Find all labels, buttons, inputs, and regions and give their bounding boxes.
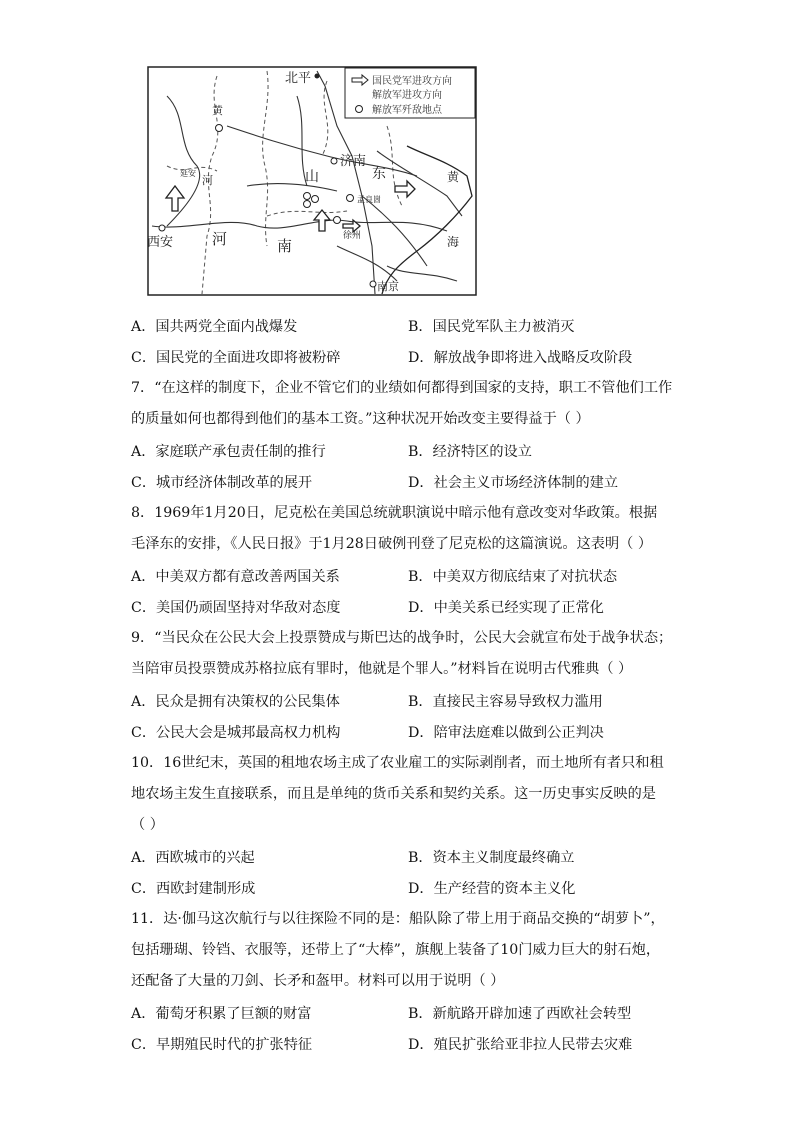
- q11-option-a[interactable]: A．葡萄牙积累了巨额的财富: [131, 1006, 312, 1022]
- q7-option-b[interactable]: B．经济特区的设立: [408, 444, 532, 460]
- label-menggu: 孟良崮: [357, 195, 381, 204]
- q10-options-row2: [131, 878, 671, 898]
- label-huang: 黄: [447, 170, 460, 184]
- q8-stem: 8．1969年1月20日，尼克松在美国总统就职演说中暗示他有意改变对华政策。根据 毛泽东的安排，《人民日报》于1月28日破例刊登了尼克松的这篇演说。这表明（ ）: [131, 505, 658, 552]
- q9-option-c[interactable]: C．公民大会是城邦最高权力机构: [131, 725, 341, 741]
- q7-options-row1: [131, 441, 671, 461]
- label-beiping: 北平: [285, 71, 312, 86]
- label-he: 河: [212, 230, 228, 248]
- legend-pla-victory: 解放军歼敌地点: [372, 105, 442, 116]
- war-map: [147, 66, 477, 296]
- q6-option-a[interactable]: A．国共两党全面内战爆发: [131, 319, 298, 335]
- q9-option-b[interactable]: B．直接民主容易导致权力滥用: [408, 694, 603, 710]
- q11-stem: 11．达·伽马这次航行与以往探险不同的是：船队除了带上用于商品交换的“胡萝卜”， 包括珊瑚、铃铛、衣服等，还带上了“大棒”，旗舰上装备了10门威力巨大的射石炮， 还配备了大量的刀剑、长矛和盔甲。材料可以用于说明（ ）: [131, 911, 665, 989]
- q10-option-b[interactable]: B．资本主义制度最终确立: [408, 850, 575, 866]
- q11-option-b[interactable]: B．新航路开辟加速了西欧社会转型: [408, 1006, 632, 1022]
- label-xuzhou: 徐州: [343, 231, 362, 241]
- q10-option-d[interactable]: D．生产经营的资本主义化: [408, 881, 576, 897]
- label-nanjing: 南京: [377, 280, 399, 293]
- q11-option-d[interactable]: D．殖民扩张给亚非拉人民带去灾难: [408, 1037, 633, 1053]
- legend-kmt-attack: 国民党军进攻方向: [372, 76, 452, 87]
- q7-option-a[interactable]: A．家庭联产承包责任制的推行: [131, 444, 326, 460]
- q9-options-row1: [131, 691, 671, 711]
- xian-marker: [159, 225, 165, 231]
- q7-stem: 7．“在这样的制度下，企业不管它们的业绩如何都得到国家的支持，职工不管他们工作 的质量如何也都得到他们的基本工资。”这种状况开始改变主要得益于（ ）: [131, 380, 673, 427]
- q8-option-c[interactable]: C．美国仍顽固坚持对华敌对态度: [131, 600, 341, 616]
- battle-icon: [356, 106, 363, 113]
- q8-option-b[interactable]: B．中美双方彻底结束了对抗状态: [408, 569, 618, 585]
- label-yan: 延安: [180, 169, 196, 178]
- q6-options-row1: [131, 316, 671, 336]
- label-xian: 西安: [147, 235, 174, 250]
- q9-option-a[interactable]: A．民众是拥有决策权的公民集体: [131, 694, 340, 710]
- q8-options-row1: [131, 566, 671, 586]
- beiping-marker: [315, 74, 320, 79]
- q10-option-c[interactable]: C．西欧封建制形成: [131, 881, 256, 897]
- nanjing-marker: [370, 281, 376, 287]
- q10-options-row1: [131, 847, 671, 867]
- q6-option-c[interactable]: C．国民党的全面进攻即将被粉碎: [131, 350, 341, 366]
- label-jinan: 济南: [340, 154, 367, 169]
- q7-options-row2: [131, 472, 671, 492]
- label-huang2: 黄: [212, 104, 223, 117]
- label-nan: 南: [277, 237, 293, 255]
- q7-option-c[interactable]: C．城市经济体制改革的展开: [131, 475, 313, 491]
- q8-option-d[interactable]: D．中美关系已经实现了正常化: [408, 600, 604, 616]
- q11-options-row1: [131, 1003, 671, 1023]
- q8-options-row2: [131, 597, 671, 617]
- q10-stem: 10．16世纪末，英国的租地农场主成了农业雇工的实际剥削者，而土地所有者只和租 地农场主发生直接联系，而且是单纯的货币关系和契约关系。这一历史事实反映的是 （ ）: [131, 755, 664, 833]
- label-shan: 山: [305, 169, 319, 185]
- label-dong: 东: [372, 166, 386, 182]
- q7-option-d[interactable]: D．社会主义市场经济体制的建立: [408, 475, 619, 491]
- q9-stem: 9．“当民众在公民大会上投票赞成与斯巴达的战争时，公民大会就宣布处于战争状态； 当陪审员投票赞成苏格拉底有罪时，他就是个罪人。”材料旨在说明古代雅典（ ）: [131, 630, 673, 677]
- label-he2: 河: [202, 174, 213, 187]
- q9-options-row2: [131, 722, 671, 742]
- q11-option-c[interactable]: C．早期殖民时代的扩张特征: [131, 1037, 313, 1053]
- q11-options-row2: [131, 1034, 671, 1054]
- q9-option-d[interactable]: D．陪审法庭难以做到公正判决: [408, 725, 604, 741]
- q6-option-b[interactable]: B．国民党军队主力被消灭: [408, 319, 575, 335]
- jinan-marker: [331, 158, 337, 164]
- label-hai: 海: [447, 235, 460, 249]
- q6-option-d[interactable]: D．解放战争即将进入战略反攻阶段: [408, 350, 633, 366]
- q6-options-row2: [131, 347, 671, 367]
- map-legend: [345, 68, 475, 118]
- q10-option-a[interactable]: A．西欧城市的兴起: [131, 850, 255, 866]
- legend-pla-attack: 解放军进攻方向: [372, 90, 442, 101]
- q8-option-a[interactable]: A．中美双方都有意改善两国关系: [131, 569, 340, 585]
